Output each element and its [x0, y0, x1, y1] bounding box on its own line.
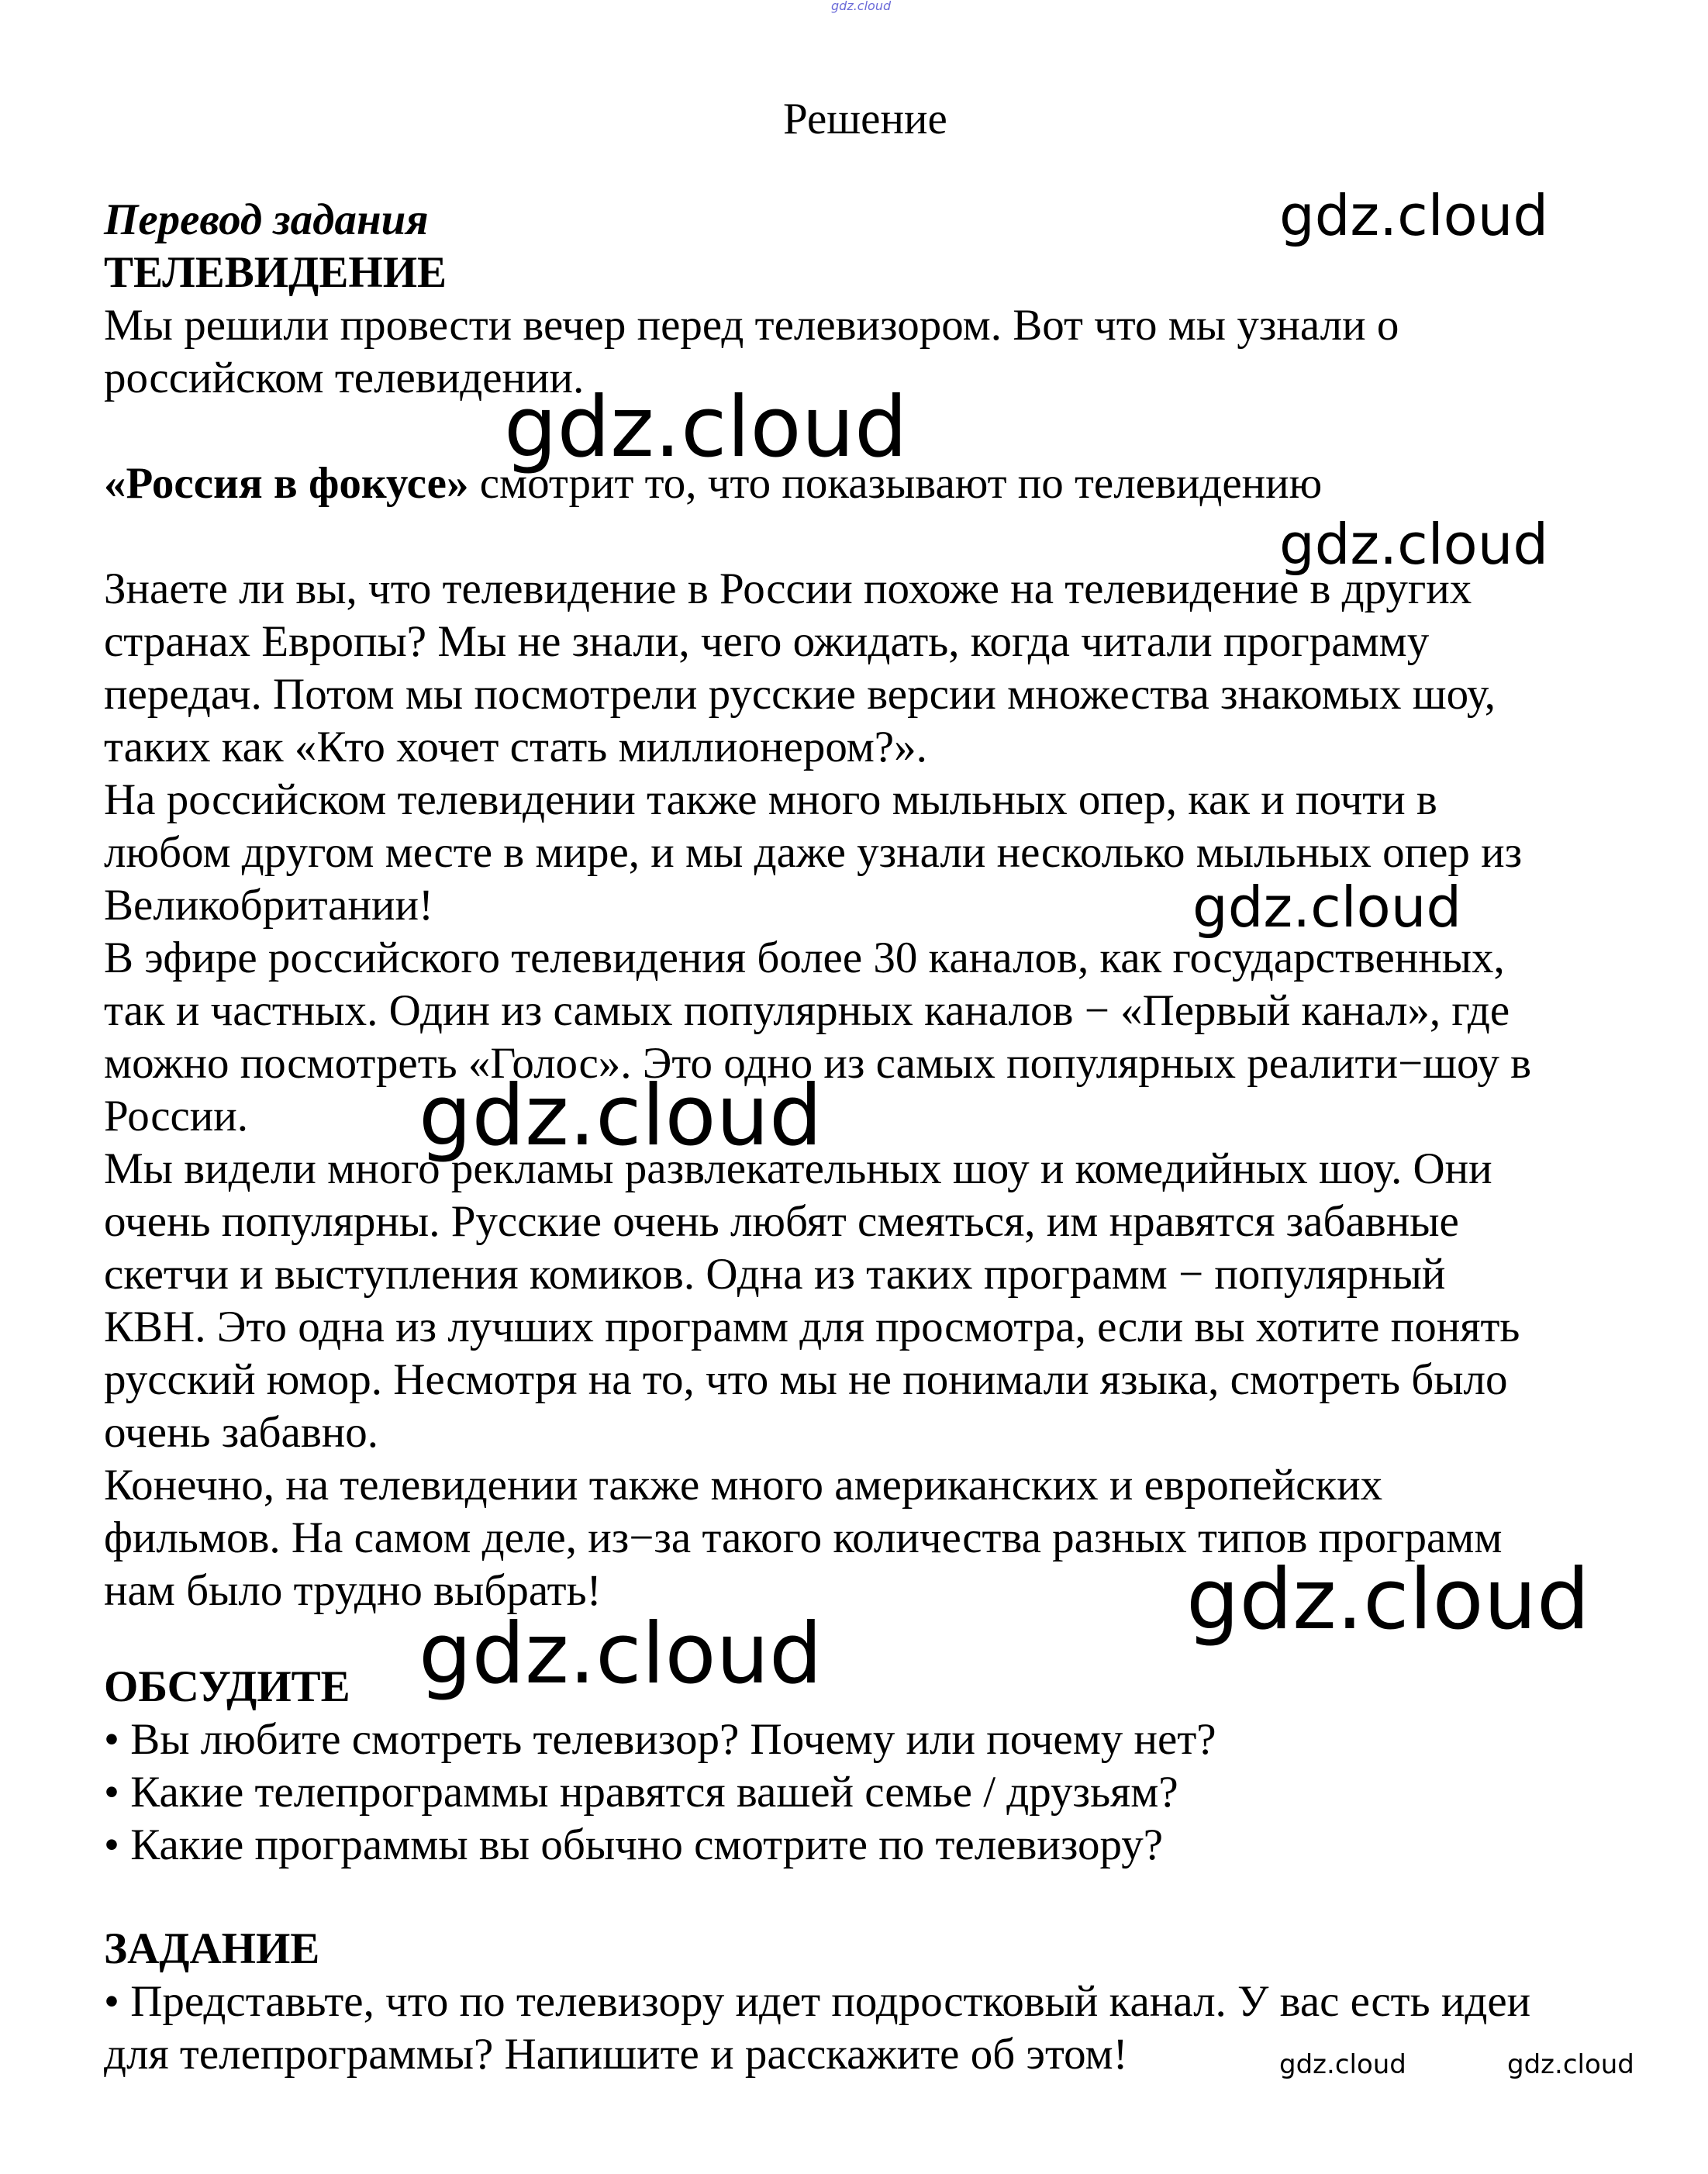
watermark: gdz.cloud: [504, 379, 908, 476]
body-line: нам было трудно выбрать!: [104, 1566, 602, 1615]
body-line: очень забавно.: [104, 1408, 379, 1457]
discuss-item: • Вы любите смотреть телевизор? Почему или почему нет?: [104, 1715, 1216, 1764]
body-line: таких как «Кто хочет стать миллионером?».: [104, 723, 927, 771]
body-line: Великобритании!: [104, 881, 433, 930]
body-line: скетчи и выступления комиков. Одна из таких программ − популярный: [104, 1250, 1446, 1299]
discuss-item: • Какие телепрограммы нравятся вашей семье / друзьям?: [104, 1768, 1178, 1817]
task-heading: ЗАДАНИЕ: [104, 1924, 320, 1973]
body-line: Знаете ли вы, что телевидение в России похоже на телевидение в других: [104, 564, 1472, 613]
watermark: gdz.cloud: [419, 1606, 823, 1703]
body-line: можно посмотреть «Голос». Это одно из самых популярных реалити−шоу в: [104, 1039, 1531, 1088]
discuss-item: • Какие программы вы обычно смотрите по телевизору?: [104, 1820, 1164, 1869]
watermark: gdz.cloud: [1279, 2049, 1406, 2080]
task-line: • Представьте, что по телевизору идет подростковый канал. У вас есть идеи: [104, 1977, 1531, 2026]
body-line: передач. Потом мы посмотрели русские версии множества знакомых шоу,: [104, 670, 1496, 719]
body-line: так и частных. Один из самых популярных каналов − «Первый канал», где: [104, 986, 1510, 1035]
intro-line: Мы решили провести вечер перед телевизором. Вот что мы узнали о: [104, 301, 1399, 350]
body-line: любом другом месте в мире, и мы даже узнали несколько мыльных опер из: [104, 828, 1523, 877]
page-title: Решение: [783, 95, 947, 143]
task-line: для телепрограммы? Напишите и расскажите об этом!: [104, 2030, 1128, 2079]
watermark: gdz.cloud: [1279, 512, 1549, 577]
subtitle-rest: смотрит то, что показывают по телевидению: [468, 459, 1323, 508]
body-line: В эфире российского телевидения более 30 каналов, как государственных,: [104, 933, 1505, 982]
watermark: gdz.cloud: [1507, 2049, 1634, 2080]
body-line: На российском телевидении также много мыльных опер, как и почти в: [104, 775, 1437, 824]
body-line: очень популярны. Русские очень любят смеяться, им нравятся забавные: [104, 1197, 1459, 1246]
intro-line: российском телевидении.: [104, 354, 585, 402]
body-line: КВН. Это одна из лучших программ для просмотра, если вы хотите понять: [104, 1303, 1520, 1351]
watermark: gdz.cloud: [1192, 875, 1462, 940]
article-body: [104, 563, 1655, 1617]
watermark: gdz.cloud: [1186, 1551, 1590, 1648]
body-line: Мы видели много рекламы развлекательных шоу и комедийных шоу. Они: [104, 1144, 1492, 1193]
task-list: [104, 1976, 1655, 2081]
watermark: gdz.cloud: [419, 1068, 823, 1165]
body-line: странах Европы? Мы не знали, чего ожидать, когда читали программу: [104, 617, 1430, 666]
watermark: gdz.cloud: [1279, 183, 1549, 248]
body-line: Конечно, на телевидении также много американских и европейских: [104, 1461, 1383, 1510]
section-heading-tv: ТЕЛЕВИДЕНИЕ: [104, 248, 447, 297]
body-line: русский юмор. Несмотря на то, что мы не понимали языка, смотреть было: [104, 1355, 1508, 1404]
body-line: России.: [104, 1092, 249, 1140]
discuss-list: [104, 1713, 1655, 1872]
discuss-heading: ОБСУДИТЕ: [104, 1662, 350, 1711]
translation-label: Перевод задания: [104, 195, 429, 244]
body-line: фильмов. На самом деле, из−за такого количества разных типов программ: [104, 1513, 1503, 1562]
top-watermark: gdz.cloud: [831, 0, 892, 13]
subtitle-bold: «Россия в фокусе»: [104, 459, 469, 508]
